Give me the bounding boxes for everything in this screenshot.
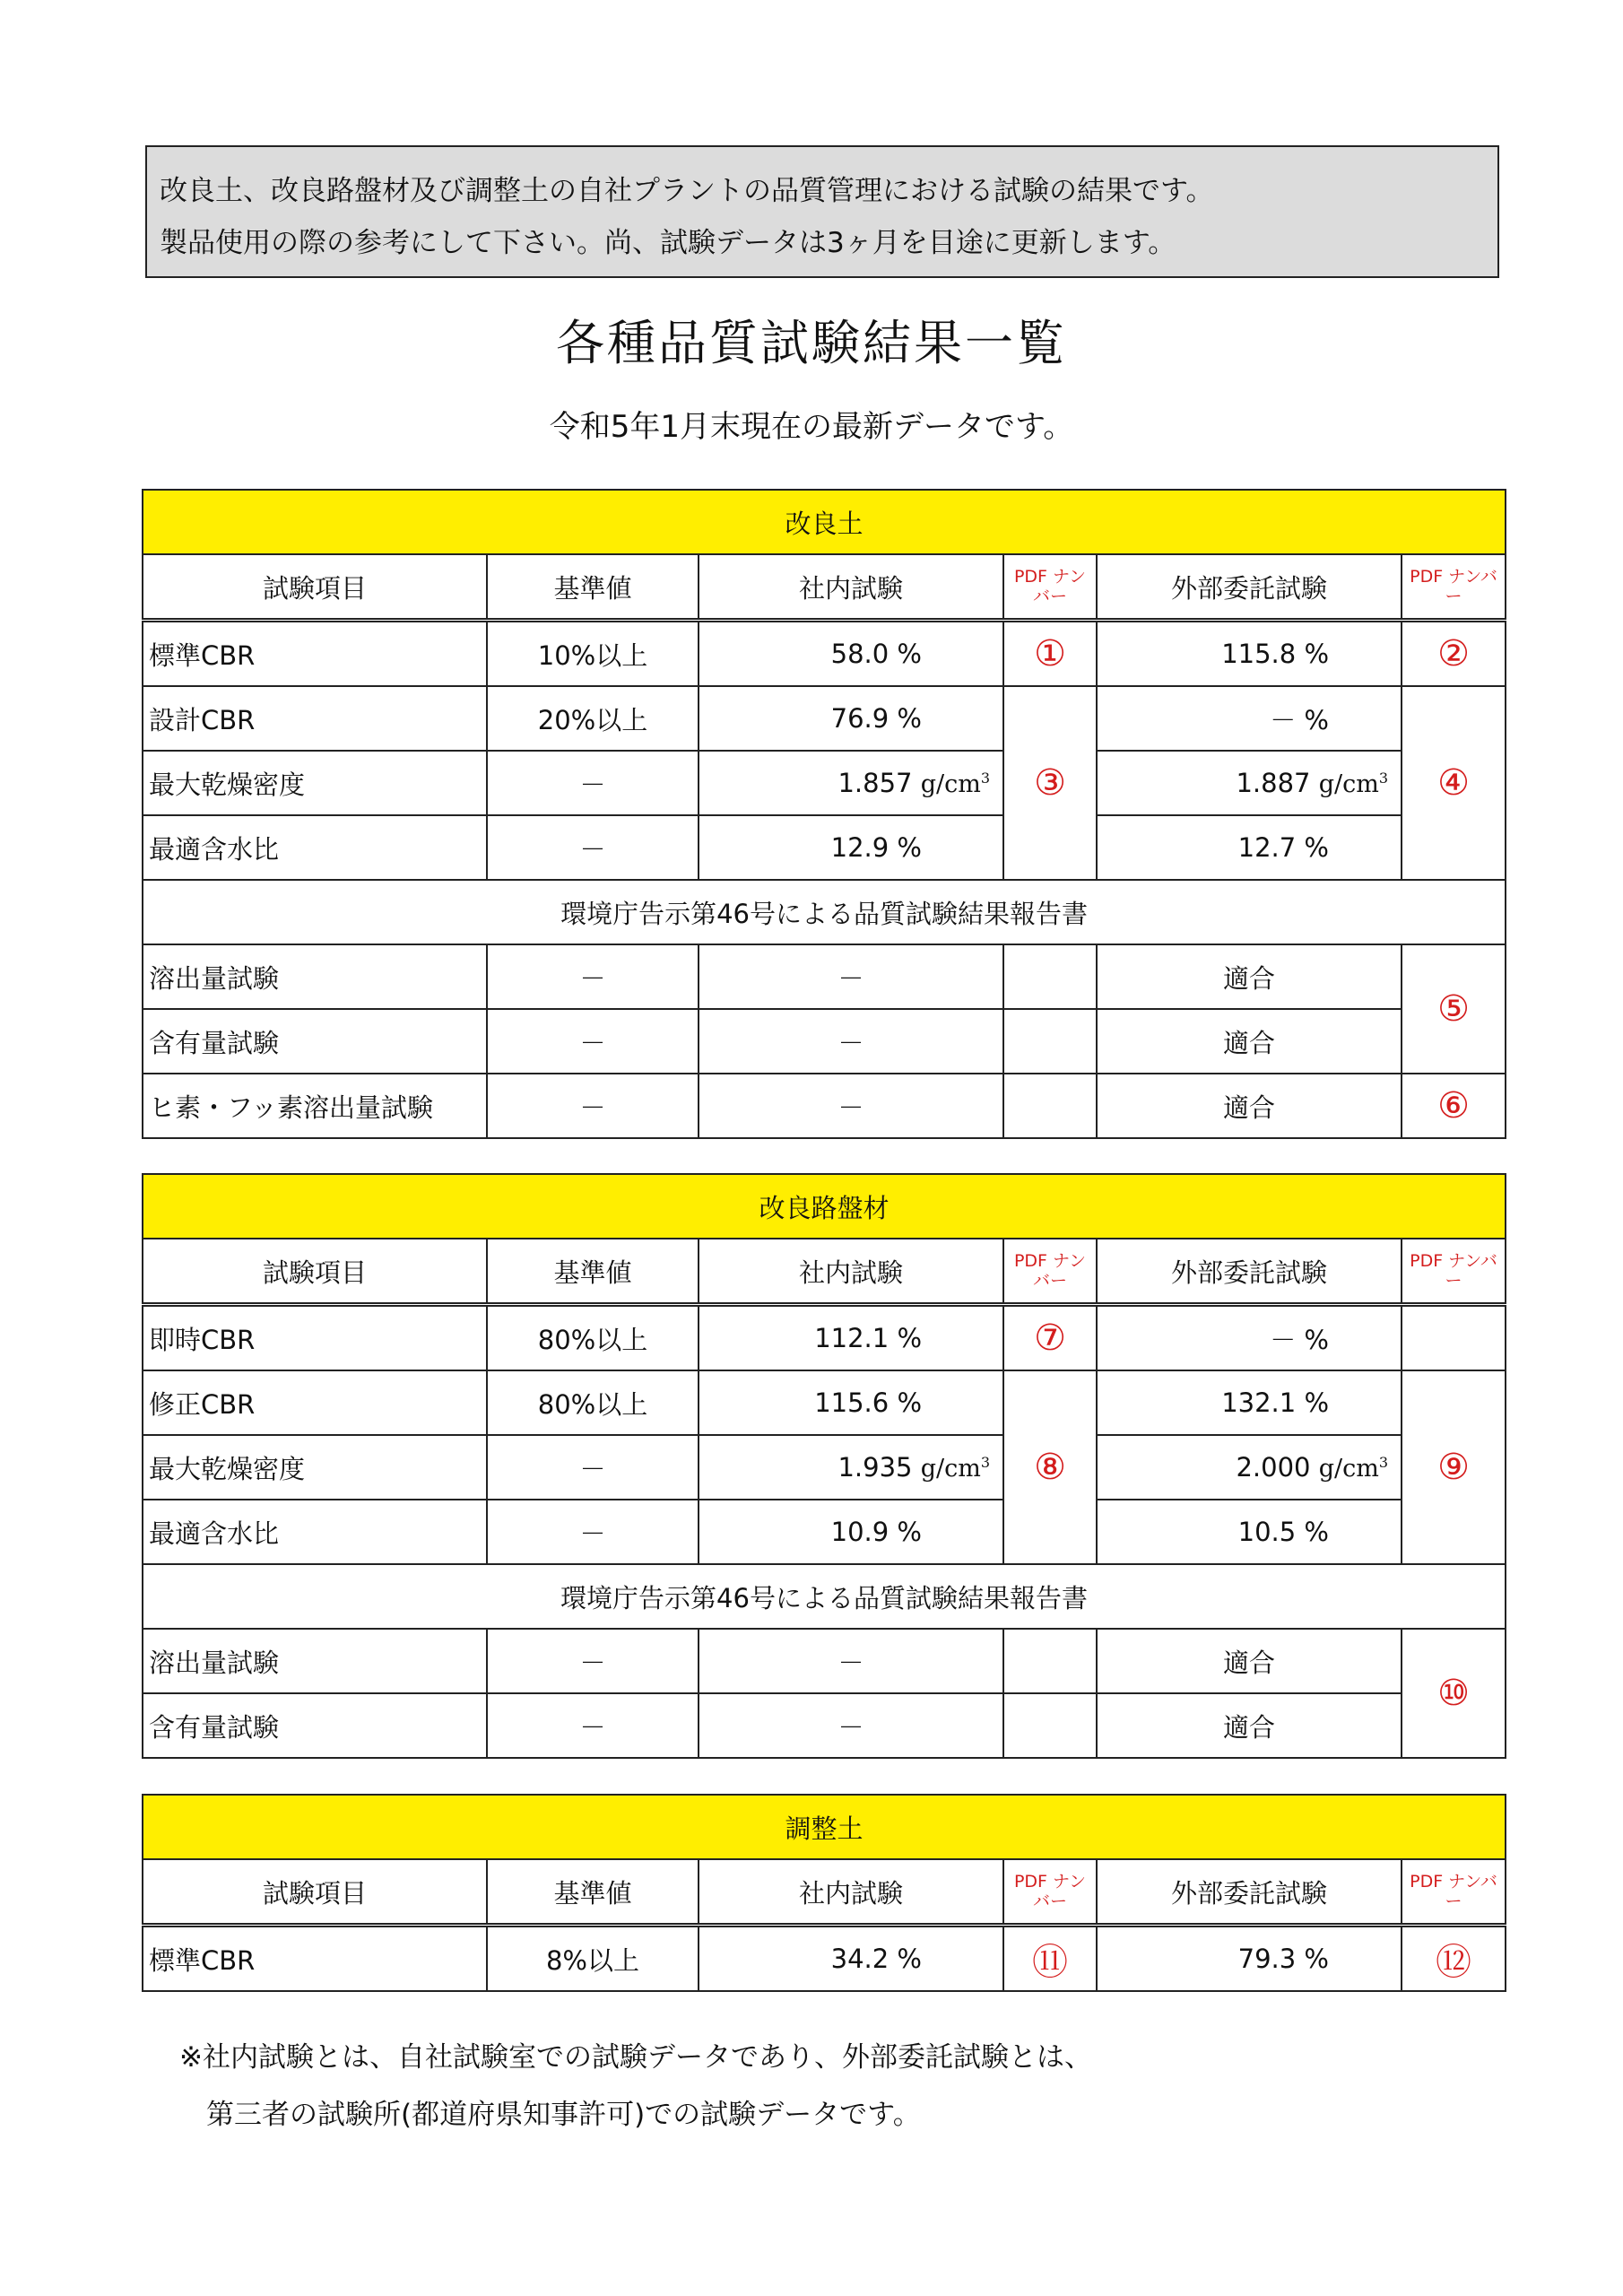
pdf-link-4[interactable]: ④	[1402, 686, 1506, 880]
section-table-kairyodo	[142, 489, 1506, 1139]
row-item: 修正CBR	[143, 1370, 487, 1435]
pdf-link-3[interactable]: ③	[1003, 686, 1097, 880]
row-internal: 112.1 %	[699, 1305, 1003, 1371]
pdf-link-6[interactable]: ⑥	[1402, 1074, 1506, 1138]
pdf-empty	[1003, 1693, 1097, 1758]
col-header-pdf-external: PDF ナンバー	[1402, 554, 1506, 621]
row-external: 132.1 %	[1097, 1370, 1402, 1435]
col-header-pdf-external: PDF ナンバー	[1402, 1239, 1506, 1305]
pdf-link-10[interactable]: ⑩	[1402, 1629, 1506, 1758]
col-header-std: 基準値	[487, 554, 699, 621]
row-item: 溶出量試験	[143, 1629, 487, 1693]
col-header-pdf-internal: PDF ナンバー	[1003, 1239, 1097, 1305]
row-external: － %	[1097, 686, 1402, 751]
page-subtitle: 令和5年1月末現在の最新データです。	[549, 409, 1074, 445]
row-item: 最大乾燥密度	[143, 1435, 487, 1500]
section-table-choseido	[142, 1794, 1506, 1992]
table-row	[143, 1305, 1506, 1371]
table-row	[143, 1926, 1506, 1992]
table-row	[143, 1074, 1506, 1138]
row-std: －	[487, 1500, 699, 1564]
pdf-link-1[interactable]: ①	[1003, 621, 1097, 687]
row-external: － %	[1097, 1305, 1402, 1371]
row-item: 設計CBR	[143, 686, 487, 751]
row-external-density	[1097, 1435, 1402, 1500]
col-header-item: 試験項目	[143, 1239, 487, 1305]
row-external: 適合	[1097, 944, 1402, 1009]
row-internal: 34.2 %	[699, 1926, 1003, 1992]
row-std: －	[487, 751, 699, 815]
footnote-line-1: ※社内試験とは、自社試験室での試験データであり、外部委託試験とは、	[179, 2041, 1092, 2074]
column-header-row	[143, 1239, 1506, 1305]
pdf-empty	[1003, 944, 1097, 1009]
table-row	[143, 621, 1506, 687]
table-row	[143, 751, 1506, 815]
row-external: 適合	[1097, 1009, 1402, 1074]
col-header-external: 外部委託試験	[1097, 554, 1402, 621]
density-value: 2.000	[1236, 1452, 1311, 1483]
col-header-external: 外部委託試験	[1097, 1239, 1402, 1305]
row-item: 含有量試験	[143, 1693, 487, 1758]
row-item: 標準CBR	[143, 1926, 487, 1992]
row-external-density	[1097, 751, 1402, 815]
table-row	[143, 1009, 1506, 1074]
row-std: 20%以上	[487, 686, 699, 751]
row-item: 即時CBR	[143, 1305, 487, 1371]
row-item: 含有量試験	[143, 1009, 487, 1074]
row-internal: －	[699, 1629, 1003, 1693]
notice-box	[145, 145, 1499, 278]
row-external: 10.5 %	[1097, 1500, 1402, 1564]
row-internal: －	[699, 1693, 1003, 1758]
row-std: 80%以上	[487, 1305, 699, 1371]
row-std: －	[487, 944, 699, 1009]
row-internal: 10.9 %	[699, 1500, 1003, 1564]
row-item: 標準CBR	[143, 621, 487, 687]
row-external: 適合	[1097, 1693, 1402, 1758]
pdf-link-9[interactable]: ⑨	[1402, 1370, 1506, 1564]
notice-line-1: 改良土、改良路盤材及び調整土の自社プラントの品質管理における試験の結果です。	[160, 175, 1214, 207]
row-item: 溶出量試験	[143, 944, 487, 1009]
env-title: 環境庁告示第46号による品質試験結果報告書	[143, 1564, 1506, 1629]
row-external: 適合	[1097, 1629, 1402, 1693]
density-unit: $g/cm^3$	[1318, 770, 1388, 798]
col-header-item: 試験項目	[143, 1859, 487, 1926]
row-internal-density	[699, 1435, 1003, 1500]
row-item: 最適含水比	[143, 815, 487, 880]
density-value: 1.857	[838, 768, 913, 798]
table-row	[143, 1435, 1506, 1500]
col-header-item: 試験項目	[143, 554, 487, 621]
table-row	[143, 686, 1506, 751]
col-header-pdf-external: PDF ナンバー	[1402, 1859, 1506, 1926]
table-row	[143, 944, 1506, 1009]
density-unit: $g/cm^3$	[1318, 1454, 1388, 1483]
notice-line-2: 製品使用の際の参考にして下さい。尚、試験データは3ヶ月を目途に更新します。	[160, 227, 1176, 259]
row-std: －	[487, 815, 699, 880]
footnote-line-2: 第三者の試験所(都道府県知事許可)での試験データです。	[206, 2099, 921, 2131]
row-internal: －	[699, 1074, 1003, 1138]
table-row	[143, 1370, 1506, 1435]
density-value: 1.935	[838, 1452, 913, 1483]
pdf-link-7[interactable]: ⑦	[1003, 1305, 1097, 1371]
env-title-row	[143, 880, 1506, 944]
table-row	[143, 1629, 1506, 1693]
row-internal: 76.9 %	[699, 686, 1003, 751]
section-header	[143, 490, 1506, 554]
section-header	[143, 1174, 1506, 1239]
pdf-link-8[interactable]: ⑧	[1003, 1370, 1097, 1564]
row-std: －	[487, 1435, 699, 1500]
pdf-empty	[1003, 1074, 1097, 1138]
table-row	[143, 1500, 1506, 1564]
pdf-link-11[interactable]: ⑪	[1003, 1926, 1097, 1992]
row-external: 79.3 %	[1097, 1926, 1402, 1992]
row-std: 8%以上	[487, 1926, 699, 1992]
page-title: 各種品質試験結果一覧	[556, 315, 1067, 371]
row-item: 最適含水比	[143, 1500, 487, 1564]
row-std: －	[487, 1074, 699, 1138]
row-std: －	[487, 1693, 699, 1758]
env-title-row	[143, 1564, 1506, 1629]
table-row	[143, 1693, 1506, 1758]
row-item: ヒ素・フッ素溶出量試験	[143, 1074, 487, 1138]
section-table-kairyo-robanzai	[142, 1173, 1506, 1759]
pdf-empty	[1402, 1305, 1506, 1371]
pdf-link-12[interactable]: ⑫	[1402, 1926, 1506, 1992]
col-header-internal: 社内試験	[699, 554, 1003, 621]
section-header	[143, 1795, 1506, 1859]
pdf-link-2[interactable]: ②	[1402, 621, 1506, 687]
pdf-empty	[1003, 1009, 1097, 1074]
row-std: 10%以上	[487, 621, 699, 687]
col-header-pdf-internal: PDF ナンバー	[1003, 1859, 1097, 1926]
row-internal: 115.6 %	[699, 1370, 1003, 1435]
col-header-std: 基準値	[487, 1239, 699, 1305]
density-value: 1.887	[1236, 768, 1311, 798]
env-title: 環境庁告示第46号による品質試験結果報告書	[143, 880, 1506, 944]
table-row	[143, 815, 1506, 880]
col-header-external: 外部委託試験	[1097, 1859, 1402, 1926]
row-item: 最大乾燥密度	[143, 751, 487, 815]
pdf-empty	[1003, 1629, 1097, 1693]
row-std: －	[487, 1009, 699, 1074]
row-internal-density	[699, 751, 1003, 815]
section-name: 調整土	[143, 1795, 1506, 1859]
column-header-row	[143, 554, 1506, 621]
footnote	[179, 2029, 1092, 2144]
row-internal: 58.0 %	[699, 621, 1003, 687]
pdf-link-5[interactable]: ⑤	[1402, 944, 1506, 1074]
row-internal: －	[699, 1009, 1003, 1074]
col-header-internal: 社内試験	[699, 1859, 1003, 1926]
row-internal: 12.9 %	[699, 815, 1003, 880]
row-std: 80%以上	[487, 1370, 699, 1435]
row-std: －	[487, 1629, 699, 1693]
column-header-row	[143, 1859, 1506, 1926]
density-unit: $g/cm^3$	[920, 770, 990, 798]
col-header-internal: 社内試験	[699, 1239, 1003, 1305]
section-name: 改良土	[143, 490, 1506, 554]
row-external: 適合	[1097, 1074, 1402, 1138]
col-header-pdf-internal: PDF ナンバー	[1003, 554, 1097, 621]
col-header-std: 基準値	[487, 1859, 699, 1926]
row-external: 115.8 %	[1097, 621, 1402, 687]
row-external: 12.7 %	[1097, 815, 1402, 880]
section-name: 改良路盤材	[143, 1174, 1506, 1239]
row-internal: －	[699, 944, 1003, 1009]
density-unit: $g/cm^3$	[920, 1454, 990, 1483]
